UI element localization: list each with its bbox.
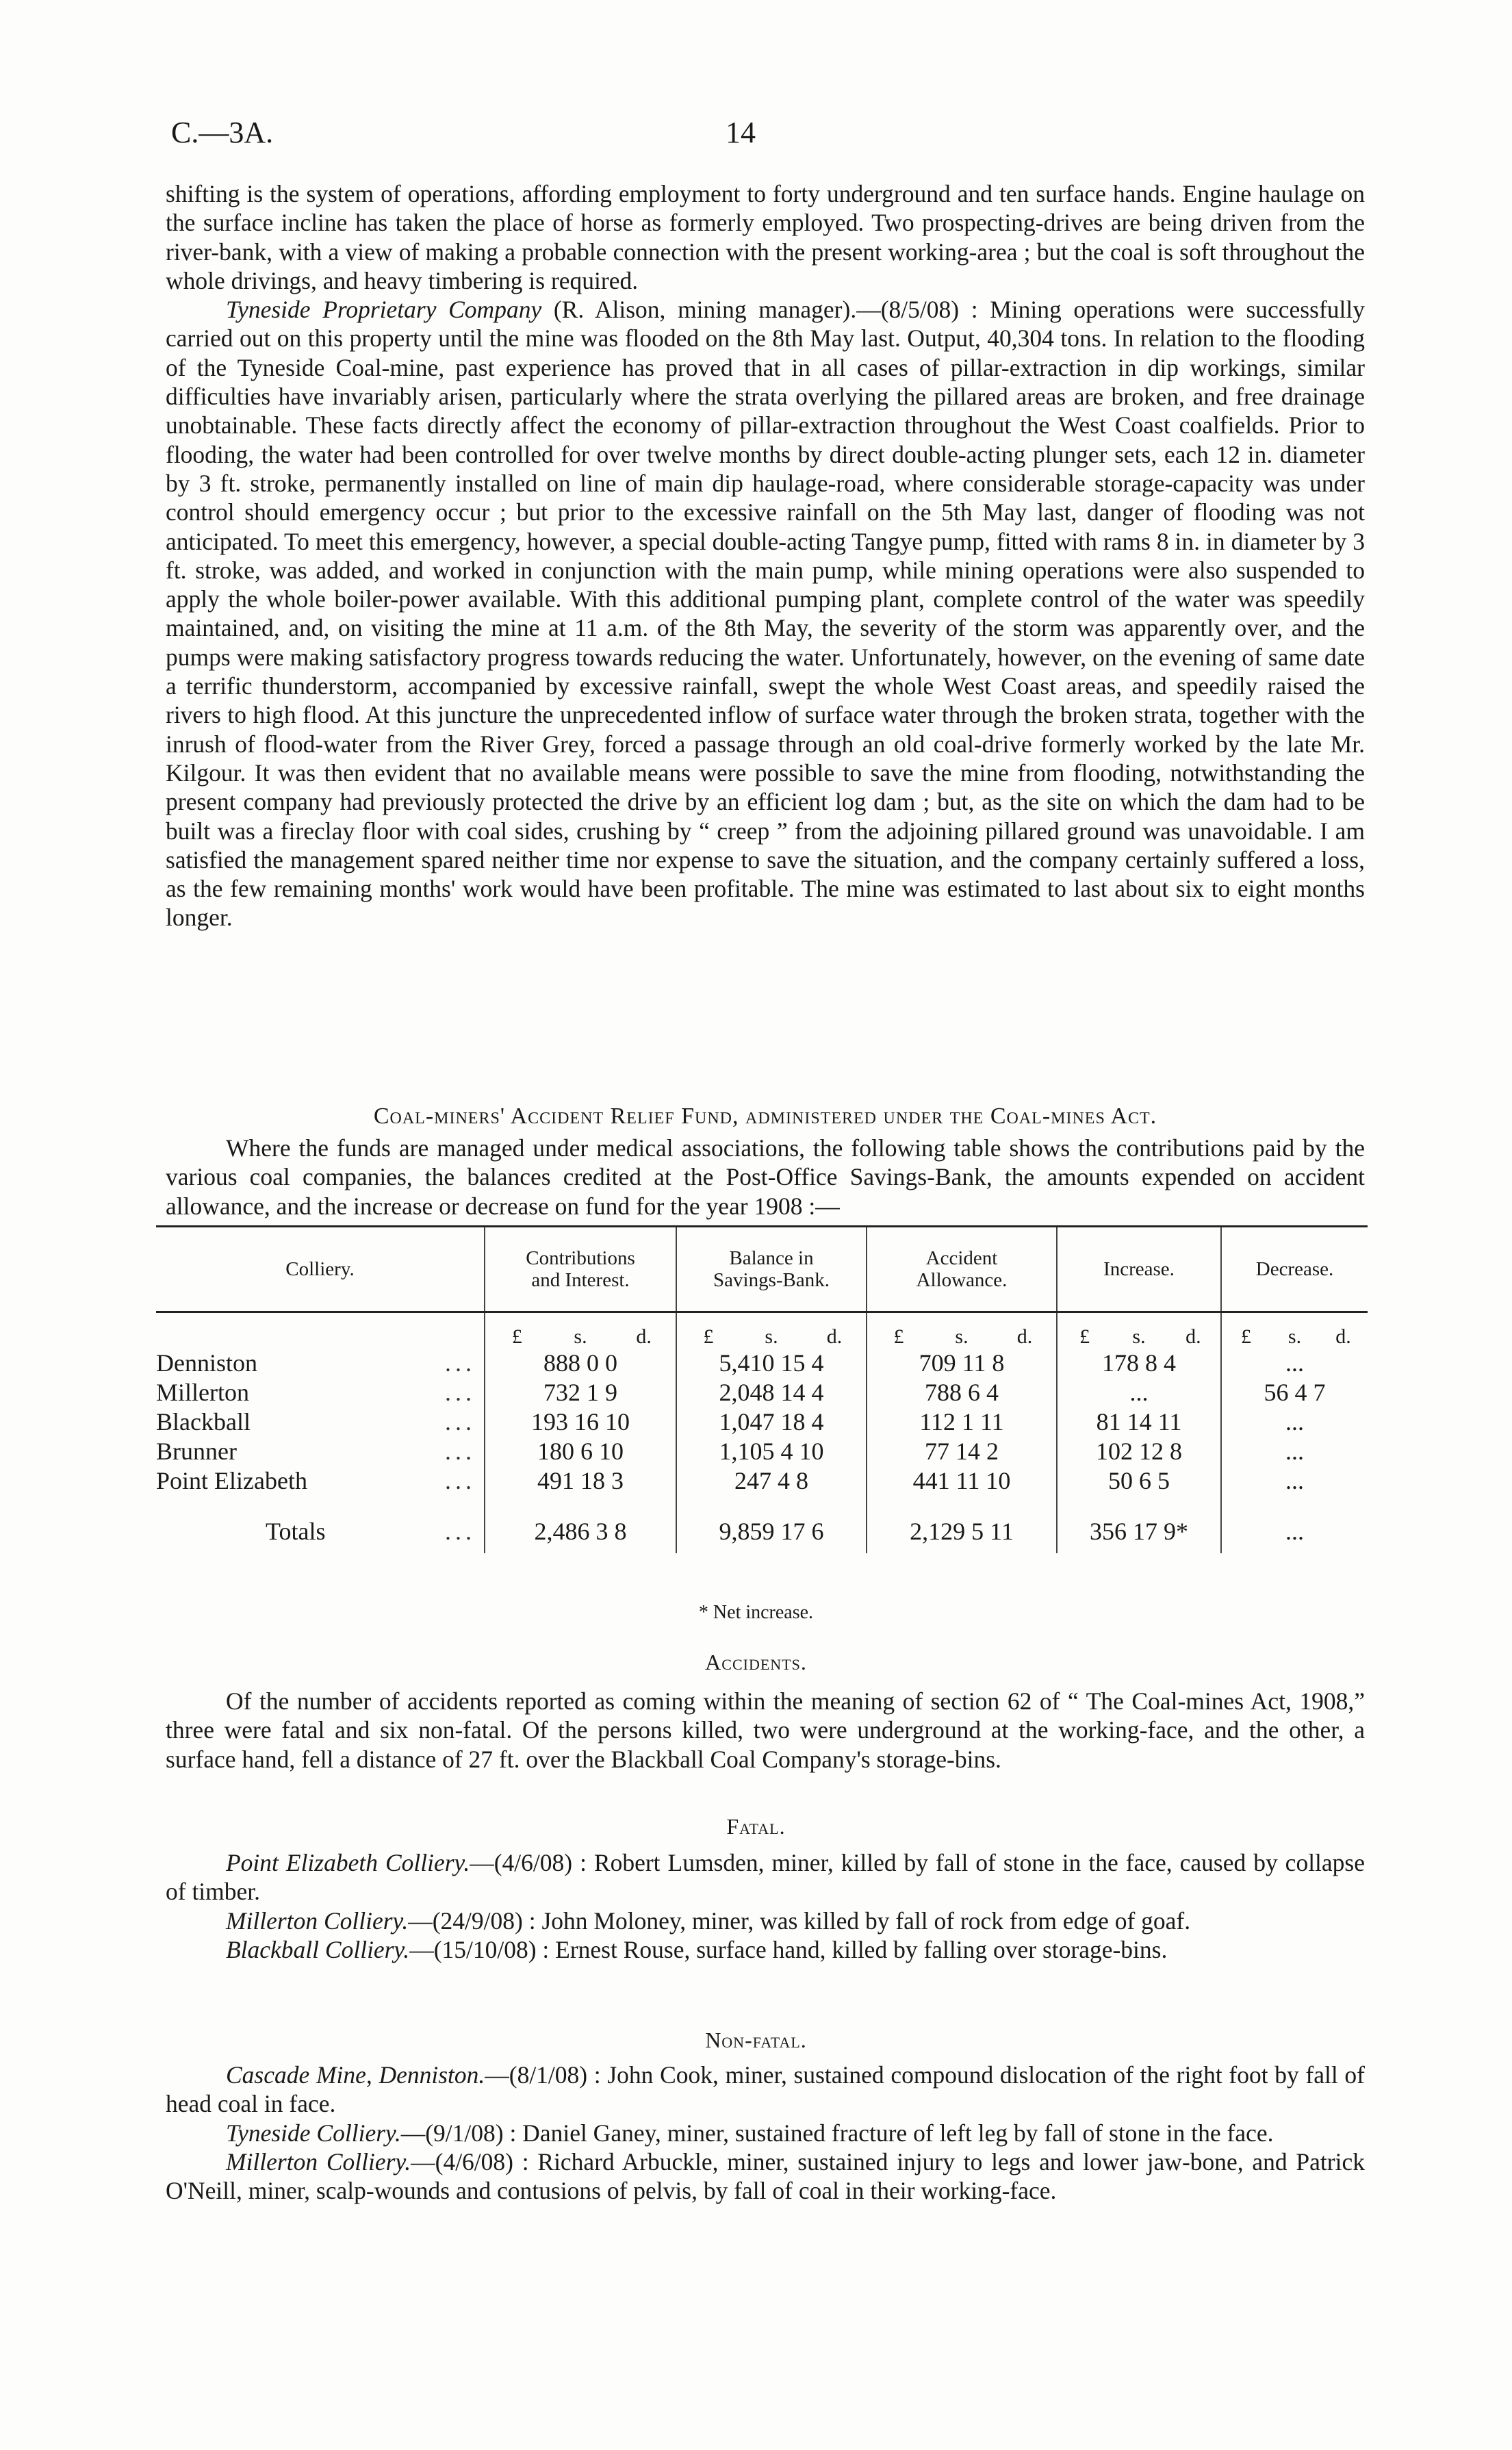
list-item: Point Elizabeth Colliery.—(4/6/08) : Robert Lumsden, miner, killed by fall of stone in the face, caused by collapse of timber. [166,1849,1365,1906]
table-row: Denniston ... [156,1349,476,1377]
list-item: Millerton Colliery.—(24/9/08) : John Moloney, miner, was killed by fall of rock from edge of goaf. [226,1906,1191,1935]
table-body [156,1312,1368,1554]
tyneside-text: (R. Alison, mining manager).—(8/5/08) : Mining operations were successfully carried out on this property until the mine was flooded on the 8th May last. Output, 40,304 tons. In relation to the flooding of the Tyneside Coal-mine, past experience has proved that in all cases of pillar-extraction in dip workings, similar difficulties have invariably arisen, particularly where the strata overlying the pillared areas are broken, and free drainage unobtainable. These facts directly affect the economy of pillar-extraction throughout the West Coast coalfields. Prior to flooding, the water had been controlled for over twelve months by direct double-acting plunger sets, each 12 in. diameter by 3 ft. stroke, permanently installed on line of main dip haulage-road, where considerable storage-capacity was under control should emergency occur ; but prior to the excessive rainfall on the 5th May last, danger of flooding was not anticipated. To meet this emergency, however, a special double-acting Tangye pump, fitted with rams 8 in. in diameter by 3 ft. stroke, was added, and worked in conjunction with the main pump, while mining operations were also suspended to apply the whole boiler-power available. With this additional pumping plant, complete control of the water was speedily maintained, and, on visiting the mine at 11 a.m. of the 8th May, the severity of the storm was apparently over, and the pumps were making satisfactory progress towards reducing the water. Unfortunately, however, on the evening of same date a terrific thunderstorm, accompanied by excessive rainfall, swept the whole West Coast areas, and speedily raised the rivers to high flood. At this juncture the unprecedented inflow of surface water through the broken strata, together with the inrush of flood-water from the River Grey, forced a passage through an old coal-drive formerly worked by the late Mr. Kilgour. It was then evident that no available means were possible to save the mine from flooding, notwithstanding the present company had previously protected the drive by an efficient log dam ; but, as the site on which the dam had to be built was a fireclay floor with coal sides, crushing by “ creep ” from the adjoining pillared ground was unavoidable. I am satisfied the management spared neither time nor expense to save the situation, and the company certainly suffered a loss, as the few remaining months' work would have been profitable. The mine was estimated to last about six to eight months longer. [166,296,1365,932]
increase-column: £ s. d. 178 8 4 ... 81 14 11 102 12 8 50 6 5 356 17 9* [1057,1312,1221,1554]
intro-paragraph: shifting is the system of operations, affording employment to forty underground and ten surface hands. Engine haulage on the surface incline has taken the place of horse as formerly employed. Two prospecting-drives are being driven from the river-bank, with a view of making a probable connection with the present working-area ; but the coal is soft throughout the whole drivings, and heavy timbering is required. [166,180,1365,294]
header-decrease: Decrease. [1221,1227,1368,1312]
header-allowance: Accident Allowance. [867,1227,1057,1312]
balance-column: £ s. d. 5,410 15 4 2,048 14 4 1,047 18 4 1,105 4 10 247 4 8 9,859 17 6 [676,1312,867,1554]
list-item: Millerton Colliery.—(4/6/08) : Richard Arbuckle, miner, sustained injury to legs and lower jaw-bone, and Patrick O'Neill, miner, scalp-wounds and contusions of pelvis, by fall of coal in their working-face. [166,2147,1365,2205]
table-header-row [156,1227,1368,1312]
header-increase: Increase. [1057,1227,1221,1312]
tyneside-paragraph [166,295,1365,932]
fatal-list [166,1848,1365,1964]
nonfatal-heading: Non-fatal. [705,2028,807,2052]
accidents-intro-block [166,1687,1365,1774]
header-balance: Balance in Savings-Bank. [676,1227,867,1312]
tyneside-title: Tyneside Proprietary Company [226,296,542,324]
decrease-column: £ s. d. ... 56 4 7 ... ... ... ... [1221,1312,1368,1554]
table-row: Point Elizabeth ... [156,1467,476,1494]
fund-intro: Where the funds are managed under medical associations, the following table shows the contributions paid by the various coal companies, the balances credited at the Post-Office Savings-Bank, the amounts expended on accident allowance, and the increase or decrease on fund for the year 1908 :— [166,1134,1365,1220]
list-item: Tyneside Colliery.—(9/1/08) : Daniel Ganey, miner, sustained fracture of left leg by fall of stone in the face. [226,2119,1274,2147]
accidents-intro: Of the number of accidents reported as coming within the meaning of section 62 of “ The Coal-mines Act, 1908,” three were fatal and six non-fatal. Of the persons killed, two were underground at the working-face, and the other, a surface hand, fell a distance of 27 ft. over the Blackball Coal Company's storage-bins. [166,1687,1365,1773]
header-contributions: Contributions and Interest. [485,1227,676,1312]
list-item: Blackball Colliery.—(15/10/08) : Ernest Rouse, surface hand, killed by falling over storage-bins. [226,1935,1168,1963]
allowance-column: £ s. d. 709 11 8 788 6 4 112 1 11 77 14 2 441 11 10 2,129 5 11 [867,1312,1057,1554]
table-row: Blackball ... [156,1408,476,1435]
fatal-heading: Fatal. [726,1814,786,1839]
contributions-column: £ s. d. 888 0 0 732 1 9 193 16 10 180 6 10 491 18 3 2,486 3 8 [485,1312,676,1554]
report-body [166,179,1365,932]
totals-row: Totals ... [266,1518,476,1545]
table-row: Millerton ... [156,1379,476,1406]
colliery-column [156,1312,485,1554]
fund-heading: Coal-miners' Accident Relief Fund, administered under the Coal-mines Act. [373,1103,1157,1129]
document-reference: C.—3A. [171,116,274,149]
accidents-heading: Accidents. [705,1650,807,1674]
header-colliery: Colliery. [156,1227,485,1312]
fund-table [156,1225,1368,1553]
nonfatal-list [166,2060,1365,2205]
page-number: 14 [726,116,756,149]
table-footnote: * Net increase. [698,1602,814,1623]
fund-intro-block [166,1134,1365,1221]
table-row: Brunner ... [156,1438,476,1465]
list-item: Cascade Mine, Denniston.—(8/1/08) : John Cook, miner, sustained compound dislocation of the right foot by fall of head coal in face. [166,2061,1365,2118]
